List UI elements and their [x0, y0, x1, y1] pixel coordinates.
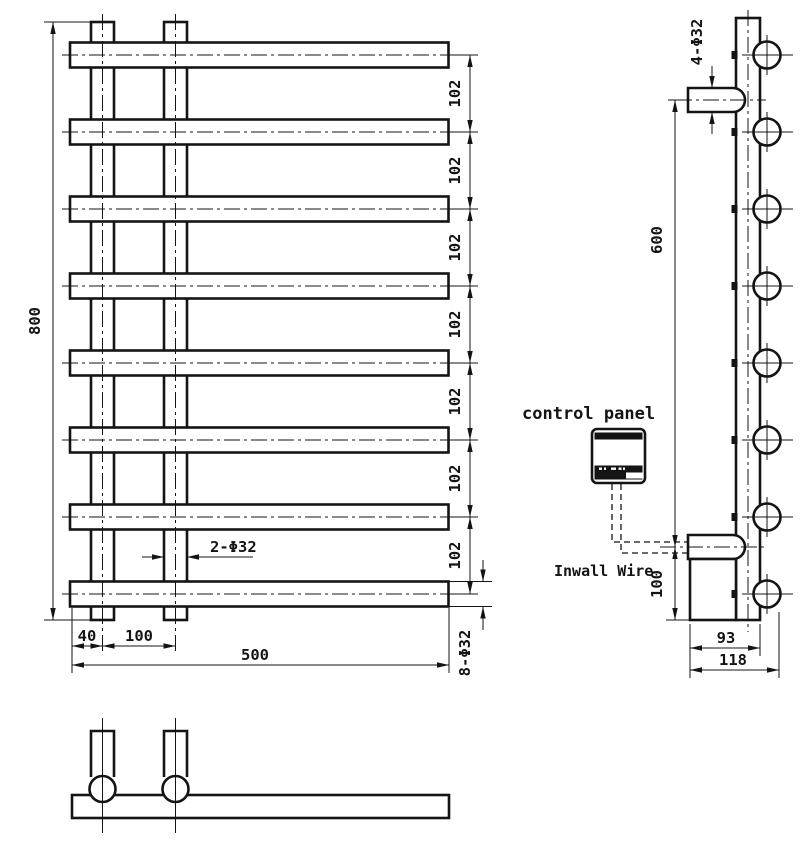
dim-bar-spacing: 102 — [446, 464, 464, 493]
control-panel-slot — [626, 473, 643, 479]
dim-bar-spacing: 102 — [446, 233, 464, 262]
front-view — [26, 14, 492, 676]
dim-overall-height: 800 — [26, 307, 44, 335]
control-panel-label: control panel — [522, 404, 656, 424]
label-bracket-diameter: 4-Φ32 — [688, 18, 706, 66]
dim-post-spacing: 100 — [125, 627, 153, 645]
dim-bar-spacing: 102 — [446, 387, 464, 416]
bottom-block — [690, 559, 736, 620]
top-view-bar — [72, 795, 449, 818]
dim-bar-spacing: 102 — [446, 310, 464, 339]
dim-left-offset: 40 — [77, 627, 97, 645]
dim-bracket-spacing: 600 — [648, 226, 666, 254]
label-bar-diameter: 8-Φ32 — [456, 629, 474, 677]
inwall-wire-label: Inwall Wire — [554, 562, 654, 580]
dim-overall-depth: 118 — [719, 651, 747, 669]
dim-bottom-height: 100 — [648, 570, 666, 598]
inwall-wire — [612, 484, 688, 542]
dim-bar-length: 500 — [241, 646, 269, 664]
dim-body-depth: 93 — [716, 629, 736, 647]
control-panel-top-bar — [595, 433, 643, 440]
side-view — [522, 10, 793, 678]
top-view — [72, 718, 449, 833]
dim-bar-spacing: 102 — [446, 79, 464, 108]
dim-bar-spacing: 102 — [446, 156, 464, 185]
dim-bar-spacing: 102 — [446, 541, 464, 570]
label-post-diameter: 2-Φ32 — [210, 538, 257, 556]
control-panel — [592, 429, 645, 483]
